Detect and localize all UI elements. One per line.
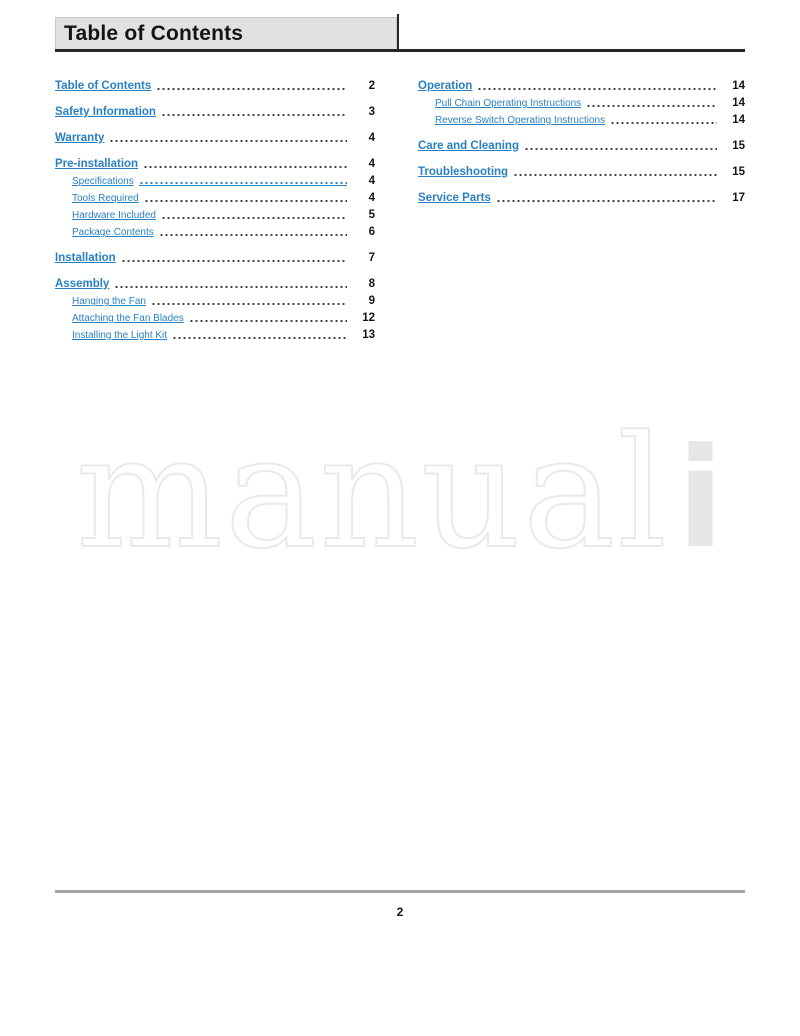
toc-link[interactable]: Pull Chain Operating Instructions: [435, 98, 582, 109]
dotted-leader: [156, 87, 347, 91]
toc-entry: [55, 312, 375, 325]
toc-entry: [55, 132, 375, 145]
toc-link[interactable]: Hanging the Fan: [72, 296, 146, 307]
page-header: [55, 17, 397, 50]
dotted-leader: [189, 319, 347, 323]
footer-rule: [55, 890, 745, 893]
toc-entry: [55, 106, 375, 119]
toc-link[interactable]: Assembly: [55, 278, 110, 290]
toc-link[interactable]: Hardware Included: [72, 210, 156, 221]
page-title: Table of Contents: [64, 21, 244, 45]
toc-link[interactable]: Tools Required: [72, 193, 139, 204]
watermark-solid-text: i: [676, 418, 725, 579]
dotted-leader: [143, 165, 347, 169]
toc-page-number: 8: [368, 278, 375, 290]
toc-link[interactable]: Safety Information: [55, 106, 156, 118]
toc-page-number: 17: [732, 192, 745, 204]
toc-page-number: 14: [732, 80, 745, 92]
toc-entry: [418, 140, 745, 153]
toc-page-number: 12: [362, 312, 375, 324]
toc-entry: [418, 80, 745, 93]
toc-link[interactable]: Care and Cleaning: [418, 140, 519, 152]
dotted-leader: [513, 173, 717, 177]
toc-left-column: [55, 80, 375, 342]
toc-link[interactable]: Attaching the Fan Blades: [72, 313, 184, 324]
toc-page-number: 3: [368, 106, 375, 118]
dotted-leader: [477, 87, 717, 91]
toc-page-number: 7: [368, 252, 375, 264]
footer-page-number: 2: [396, 905, 404, 919]
dotted-leader: [151, 302, 347, 306]
dotted-leader: [172, 336, 347, 340]
toc-page-number: 4: [368, 175, 375, 187]
dotted-leader: [586, 104, 717, 108]
toc-page-number: 4: [368, 132, 375, 144]
toc-entry: [418, 97, 745, 110]
toc-page-number: 5: [368, 209, 375, 221]
toc-link[interactable]: Table of Contents: [55, 80, 152, 92]
toc-link[interactable]: Installation: [55, 252, 116, 264]
toc-entry: [418, 114, 745, 127]
header-vertical-divider: [397, 14, 399, 51]
dotted-leader: [610, 121, 717, 125]
toc-link[interactable]: Warranty: [55, 132, 105, 144]
toc-entry: [55, 278, 375, 291]
toc-entry: [55, 192, 375, 205]
toc-page-number: 15: [732, 166, 745, 178]
toc-link[interactable]: Installing the Light Kit: [72, 330, 168, 341]
toc-right-column: [418, 80, 745, 342]
toc-link[interactable]: Troubleshooting: [418, 166, 509, 178]
toc-entry: [55, 80, 375, 93]
toc-entry: [55, 175, 375, 188]
toc-entry: [55, 329, 375, 342]
toc-link[interactable]: Operation: [418, 80, 473, 92]
toc-entry: [418, 192, 745, 205]
toc-link[interactable]: Service Parts: [418, 192, 491, 204]
header-rule: [55, 49, 745, 52]
dotted-leader: [139, 180, 347, 186]
toc-entry: [55, 209, 375, 222]
toc-link[interactable]: Specifications: [72, 176, 134, 187]
dotted-leader: [159, 233, 347, 237]
toc-page-number: 4: [368, 192, 375, 204]
toc-page-number: 13: [362, 329, 375, 341]
toc-page-number: 14: [732, 97, 745, 109]
dotted-leader: [524, 147, 717, 151]
toc-entry: [55, 158, 375, 171]
toc-entry: [55, 252, 375, 265]
dotted-leader: [496, 199, 717, 203]
toc-page-number: 6: [368, 226, 375, 238]
dotted-leader: [144, 199, 347, 203]
toc-link[interactable]: Package Contents: [72, 227, 154, 238]
toc-link[interactable]: Pre-installation: [55, 158, 139, 170]
toc-page-number: 4: [368, 158, 375, 170]
toc-page-number: 9: [368, 295, 375, 307]
toc-link[interactable]: Reverse Switch Operating Instructions: [435, 115, 606, 126]
toc-entry: [418, 166, 745, 179]
dotted-leader: [161, 216, 347, 220]
watermark: [0, 402, 800, 583]
toc-page-number: 2: [368, 80, 375, 92]
table-of-contents: [55, 80, 745, 342]
toc-entry: [55, 295, 375, 308]
watermark-outline-text: manual: [75, 402, 669, 583]
dotted-leader: [161, 113, 347, 117]
dotted-leader: [109, 139, 347, 143]
dotted-leader: [121, 259, 347, 263]
dotted-leader: [114, 285, 347, 289]
toc-page-number: 14: [732, 114, 745, 126]
toc-entry: [55, 226, 375, 239]
toc-page-number: 15: [732, 140, 745, 152]
